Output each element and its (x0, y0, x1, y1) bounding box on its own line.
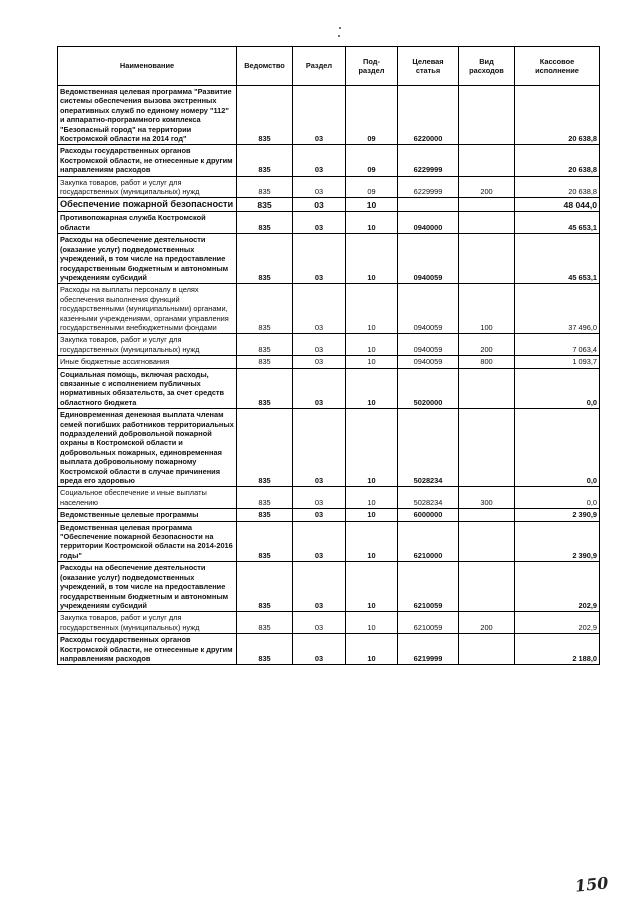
row-cash-execution: 2 390,9 (515, 521, 600, 562)
row-department: 835 (237, 198, 293, 212)
row-cash-execution: 0,0 (515, 368, 600, 409)
table-row (58, 521, 600, 562)
row-subsection: 09 (346, 176, 398, 198)
row-target-article (398, 198, 459, 212)
table-row (58, 409, 600, 487)
scan-speck (339, 27, 341, 29)
table-header-row (58, 47, 600, 86)
row-target-article: 6219999 (398, 634, 459, 665)
row-department: 835 (237, 334, 293, 356)
row-subsection: 10 (346, 212, 398, 234)
row-section: 03 (293, 521, 346, 562)
row-cash-execution: 20 638,8 (515, 145, 600, 176)
table-row (58, 509, 600, 521)
row-expense-type: 200 (459, 612, 515, 634)
header-name: Наименование (58, 47, 237, 86)
row-expense-type (459, 521, 515, 562)
table-row (58, 145, 600, 176)
row-cash-execution: 0,0 (515, 487, 600, 509)
row-section: 03 (293, 368, 346, 409)
row-target-article: 0940059 (398, 356, 459, 368)
row-target-article: 6000000 (398, 509, 459, 521)
header-target-article: Целевая статья (398, 47, 459, 86)
row-cash-execution: 20 638,8 (515, 86, 600, 145)
row-name: Закупка товаров, работ и услуг для государственных (муниципальных) нужд (58, 612, 237, 634)
row-section: 03 (293, 198, 346, 212)
row-cash-execution: 202,9 (515, 562, 600, 612)
row-subsection: 10 (346, 234, 398, 284)
table-row (58, 176, 600, 198)
header-cash-execution: Кассовое исполнение (515, 47, 600, 86)
table-row (58, 634, 600, 665)
row-department: 835 (237, 409, 293, 487)
row-subsection: 10 (346, 334, 398, 356)
row-name: Закупка товаров, работ и услуг для государственных (муниципальных) нужд (58, 334, 237, 356)
row-department: 835 (237, 145, 293, 176)
row-expense-type: 100 (459, 284, 515, 334)
row-expense-type (459, 368, 515, 409)
budget-table (57, 46, 600, 665)
row-expense-type (459, 86, 515, 145)
table-row (58, 234, 600, 284)
row-target-article: 6210059 (398, 612, 459, 634)
row-cash-execution: 20 638,8 (515, 176, 600, 198)
row-section: 03 (293, 487, 346, 509)
row-department: 835 (237, 284, 293, 334)
row-section: 03 (293, 86, 346, 145)
row-department: 835 (237, 612, 293, 634)
row-target-article: 5028234 (398, 409, 459, 487)
header-expense-type: Вид расходов (459, 47, 515, 86)
row-target-article: 5020000 (398, 368, 459, 409)
row-expense-type (459, 409, 515, 487)
row-department: 835 (237, 509, 293, 521)
row-expense-type: 200 (459, 176, 515, 198)
table-row (58, 284, 600, 334)
row-department: 835 (237, 212, 293, 234)
row-name: Социальное обеспечение и иные выплаты населению (58, 487, 237, 509)
row-subsection: 10 (346, 198, 398, 212)
row-section: 03 (293, 612, 346, 634)
row-name: Противопожарная служба Костромской области (58, 212, 237, 234)
row-target-article: 6210059 (398, 562, 459, 612)
row-department: 835 (237, 368, 293, 409)
row-department: 835 (237, 86, 293, 145)
row-expense-type: 800 (459, 356, 515, 368)
table-row (58, 368, 600, 409)
row-section: 03 (293, 284, 346, 334)
table-row (58, 198, 600, 212)
row-cash-execution: 202,9 (515, 612, 600, 634)
table-row (58, 86, 600, 145)
row-section: 03 (293, 145, 346, 176)
row-expense-type: 200 (459, 334, 515, 356)
table-row (58, 612, 600, 634)
row-expense-type (459, 234, 515, 284)
row-subsection: 10 (346, 562, 398, 612)
row-department: 835 (237, 176, 293, 198)
row-cash-execution: 48 044,0 (515, 198, 600, 212)
row-name: Иные бюджетные ассигнования (58, 356, 237, 368)
row-name: Единовременная денежная выплата членам семей погибших работников территориальных подразделений добровольной пожарной охраны в Костромской области и добровольных пожарных, единовременная выплата добровольному пожарному Костромской области в случае причинения вреда его здоровью (58, 409, 237, 487)
row-cash-execution: 1 093,7 (515, 356, 600, 368)
row-name: Ведомственные целевые программы (58, 509, 237, 521)
row-department: 835 (237, 356, 293, 368)
row-subsection: 10 (346, 634, 398, 665)
row-target-article: 6210000 (398, 521, 459, 562)
row-cash-execution: 7 063,4 (515, 334, 600, 356)
header-department: Ведомство (237, 47, 293, 86)
row-section: 03 (293, 212, 346, 234)
row-cash-execution: 2 188,0 (515, 634, 600, 665)
row-target-article: 0940000 (398, 212, 459, 234)
row-target-article: 5028234 (398, 487, 459, 509)
row-section: 03 (293, 234, 346, 284)
row-department: 835 (237, 521, 293, 562)
row-target-article: 6229999 (398, 176, 459, 198)
row-section: 03 (293, 356, 346, 368)
row-department: 835 (237, 634, 293, 665)
row-name: Обеспечение пожарной безопасности (58, 198, 237, 212)
row-cash-execution: 45 653,1 (515, 234, 600, 284)
row-name: Ведомственная целевая программа "Развитие системы обеспечения вызова экстренных оперативных служб по единому номеру "112" и аппаратно-программного комплекса "Безопасный город" на территории Костромской области на 2014 год" (58, 86, 237, 145)
row-target-article: 6229999 (398, 145, 459, 176)
row-subsection: 10 (346, 612, 398, 634)
row-name: Расходы на обеспечение деятельности (оказание услуг) подведомственных учреждений, в том числе на предоставление государственным бюджетным и автономным учреждениям субсидий (58, 234, 237, 284)
row-section: 03 (293, 509, 346, 521)
row-section: 03 (293, 409, 346, 487)
row-section: 03 (293, 634, 346, 665)
header-subsection: Под- раздел (346, 47, 398, 86)
row-subsection: 10 (346, 487, 398, 509)
row-subsection: 10 (346, 409, 398, 487)
row-name: Ведомственная целевая программа "Обеспечение пожарной безопасности на территории Костромской области на 2014-2016 годы" (58, 521, 237, 562)
row-subsection: 10 (346, 521, 398, 562)
row-subsection: 10 (346, 284, 398, 334)
row-target-article: 0940059 (398, 334, 459, 356)
row-target-article: 0940059 (398, 234, 459, 284)
row-name: Расходы на обеспечение деятельности (оказание услуг) подведомственных учреждений, в том числе на предоставление государственным бюджетным и автономным учреждениям субсидий (58, 562, 237, 612)
row-cash-execution: 37 496,0 (515, 284, 600, 334)
row-target-article: 0940059 (398, 284, 459, 334)
row-name: Расходы государственных органов Костромской области, не отнесенные к другим направлениям расходов (58, 145, 237, 176)
row-name: Расходы на выплаты персоналу в целях обеспечения выполнения функций государственными (муниципальными) органами, казенными учреждениями, органами управления государственными внебюджетными фондами (58, 284, 237, 334)
header-section: Раздел (293, 47, 346, 86)
scan-speck (338, 35, 340, 37)
row-section: 03 (293, 562, 346, 612)
row-department: 835 (237, 234, 293, 284)
row-cash-execution: 2 390,9 (515, 509, 600, 521)
row-department: 835 (237, 562, 293, 612)
row-expense-type: 300 (459, 487, 515, 509)
row-name: Расходы государственных органов Костромской области, не отнесенные к другим направлениям расходов (58, 634, 237, 665)
table-row (58, 487, 600, 509)
handwritten-page-number: 150 (574, 873, 610, 896)
row-subsection: 10 (346, 356, 398, 368)
row-target-article: 6220000 (398, 86, 459, 145)
row-expense-type (459, 509, 515, 521)
row-expense-type (459, 212, 515, 234)
row-subsection: 10 (346, 509, 398, 521)
row-expense-type (459, 198, 515, 212)
row-department: 835 (237, 487, 293, 509)
row-expense-type (459, 145, 515, 176)
row-name: Закупка товаров, работ и услуг для государственных (муниципальных) нужд (58, 176, 237, 198)
row-subsection: 10 (346, 368, 398, 409)
table-row (58, 334, 600, 356)
table-row (58, 562, 600, 612)
table-row (58, 356, 600, 368)
row-section: 03 (293, 334, 346, 356)
row-section: 03 (293, 176, 346, 198)
row-cash-execution: 0,0 (515, 409, 600, 487)
row-expense-type (459, 562, 515, 612)
row-subsection: 09 (346, 145, 398, 176)
row-name: Социальная помощь, включая расходы, связанные с исполнением публичных нормативных обязательств, за счет средств областного бюджета (58, 368, 237, 409)
row-cash-execution: 45 653,1 (515, 212, 600, 234)
row-subsection: 09 (346, 86, 398, 145)
table-row (58, 212, 600, 234)
row-expense-type (459, 634, 515, 665)
